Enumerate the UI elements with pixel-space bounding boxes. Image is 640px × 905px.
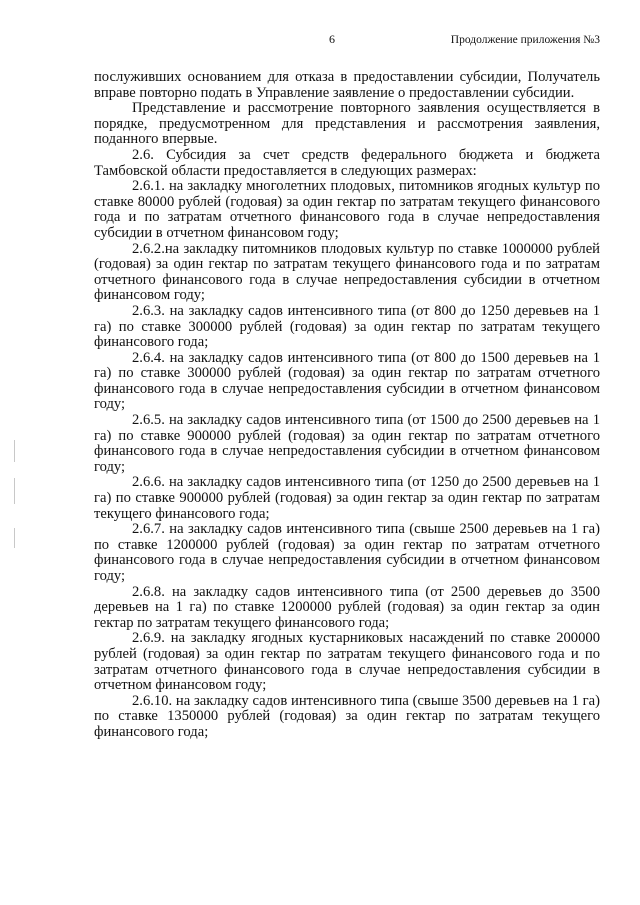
paragraph-2-6-7: 2.6.7. на закладку садов интенсивного типа (свыше 2500 деревьев на 1 га) по ставке 1200000 рублей (годовая) за один гектар по затратам отчетного финансового года в случае непредоставления субсидии в отчетном финансовом году; — [94, 521, 600, 584]
margin-scan-mark — [14, 440, 15, 462]
paragraph-2-6: 2.6. Субсидия за счет средств федерального бюджета и бюджета Тамбовской области предоставляется в следующих размерах: — [94, 146, 600, 179]
paragraph-2-6-8: 2.6.8. на закладку садов интенсивного типа (от 2500 деревьев до 3500 деревьев на 1 га) по ставке 1200000 рублей (годовая) за один гектар за один гектар по затратам текущего финансового года; — [94, 583, 600, 631]
paragraph-repeat-application: Представление и рассмотрение повторного заявления осуществляется в порядке, предусмотренном для представления и рассмотрения заявления, поданного впервые. — [94, 100, 600, 148]
margin-scan-mark — [14, 528, 15, 548]
paragraph-2-6-1: 2.6.1. на закладку многолетних плодовых, питомников ягодных культур по ставке 80000 рублей (годовая) за один гектар по затратам текущего финансового года и по затратам отчетного финансового года в случае непредоставления субсидии в отчетном финансовом году; — [94, 178, 600, 241]
margin-scan-mark — [14, 478, 15, 504]
paragraph-2-6-10: 2.6.10. на закладку садов интенсивного типа (свыше 3500 деревьев на 1 га) по ставке 1350000 рублей (годовая) за один гектар по затратам текущего финансового года; — [94, 692, 600, 740]
paragraph-2-6-9: 2.6.9. на закладку ягодных кустарниковых насаждений по ставке 200000 рублей (годовая) за один гектар по затратам текущего финансового года и по затратам отчетного финансового года в случае непредоставления субсидии в отчетном финансовом году; — [94, 630, 600, 694]
paragraph-2-6-5: 2.6.5. на закладку садов интенсивного типа (от 1500 до 2500 деревьев на 1 га) по ставке 900000 рублей (годовая) за один гектар по затратам отчетного финансового года в случае непредоставления субсидии в отчетном финансовом году; — [94, 412, 600, 475]
page-number: 6 — [329, 32, 335, 46]
document-body — [94, 70, 600, 741]
running-header: Продолжение приложения №3 — [450, 34, 600, 46]
paragraph-continuation: послуживших основанием для отказа в предоставлении субсидии, Получатель вправе повторно подать в Управление заявление о предоставлении субсидии. — [94, 69, 600, 101]
paragraph-2-6-4: 2.6.4. на закладку садов интенсивного типа (от 800 до 1500 деревьев на 1 га) по ставке 300000 рублей (годовая) за один гектар по затратам отчетного финансового года в случае непредоставления субсидии в отчетном финансовом году; — [94, 349, 600, 413]
paragraph-2-6-3: 2.6.3. на закладку садов интенсивного типа (от 800 до 1250 деревьев на 1 га) по ставке 300000 рублей (годовая) за один гектар по затратам текущего финансового года; — [94, 302, 600, 351]
paragraph-2-6-6: 2.6.6. на закладку садов интенсивного типа (от 1250 до 2500 деревьев на 1 га) по ставке 900000 рублей (годовая) за один гектар за один гектар по затратам текущего финансового года; — [94, 474, 600, 522]
paragraph-2-6-2: 2.6.2.на закладку питомников плодовых культур по ставке 1000000 рублей (годовая) за один гектар по затратам текущего финансового года и по затратам отчетного финансового года в случае непредоставления субсидии в отчетном финансовом году; — [94, 240, 600, 304]
